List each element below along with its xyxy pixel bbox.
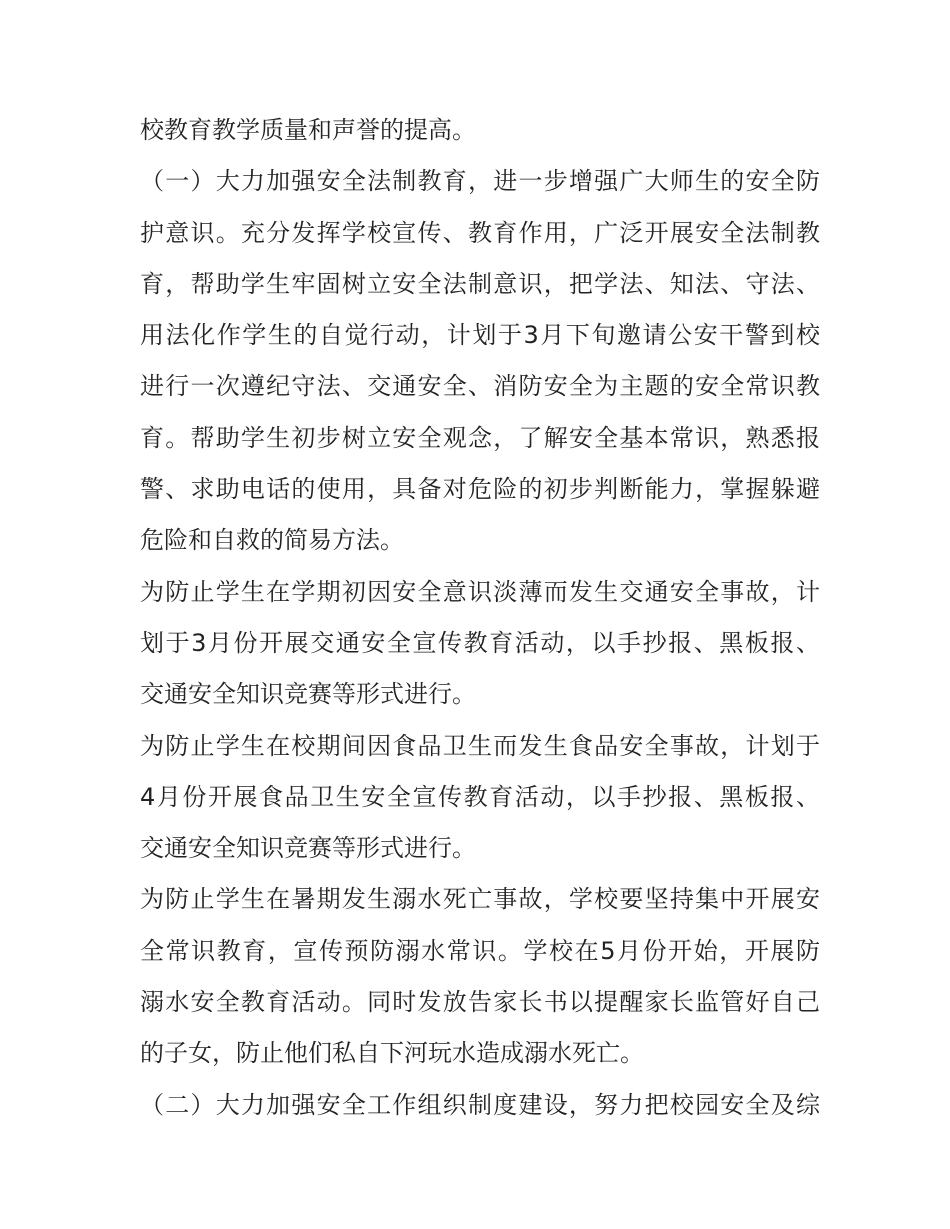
text-line: 警、求助电话的使用，具备对危险的初步判断能力，掌握躲避 [140,475,820,504]
text-line: 护意识。充分发挥学校宣传、教育作用，广泛开展安全法制教 [140,218,820,247]
text-line: 危险和自救的简易方法。 [140,526,404,555]
body-text [140,105,820,1131]
text-line: 育。帮助学生初步树立安全观念，了解安全基本常识，熟悉报 [140,423,820,452]
text-line: 校教育教学质量和声誉的提高。 [140,116,476,144]
text-line: 为防止学生在学期初因安全意识淡薄而发生交通安全事故，计 [140,577,820,606]
text-line: 溺水安全教育活动。同时发放告家长书以提醒家长监管好自己 [140,988,820,1017]
text-line: 用法化作学生的自觉行动，计划于3月下旬邀请公安干警到校 [140,321,820,350]
text-line: 为防止学生在校期间因食品卫生而发生食品安全事故，计划于 [140,731,820,760]
text-line: 育，帮助学生牢固树立安全法制意识，把学法、知法、守法、 [140,269,820,298]
text-line: （二）大力加强安全工作组织制度建设，努力把校园安全及综 [140,1090,820,1119]
text-line: 交通安全知识竞赛等形式进行。 [140,680,476,709]
text-line: 全常识教育，宣传预防溺水常识。学校在5月份开始，开展防 [140,936,820,965]
text-line: 进行一次遵纪守法、交通安全、消防安全为主题的安全常识教 [140,372,820,401]
text-line: 的子女，防止他们私自下河玩水造成溺水死亡。 [140,1039,644,1068]
text-line: （一）大力加强安全法制教育，进一步增强广大师生的安全防 [140,167,820,196]
text-line: 为防止学生在暑期发生溺水死亡事故，学校要坚持集中开展安 [140,885,820,914]
text-line: 划于3月份开展交通安全宣传教育活动，以手抄报、黑板报、 [140,628,820,657]
text-line: 4月份开展食品卫生安全宣传教育活动，以手抄报、黑板报、 [140,782,820,811]
text-line: 交通安全知识竞赛等形式进行。 [140,834,476,863]
